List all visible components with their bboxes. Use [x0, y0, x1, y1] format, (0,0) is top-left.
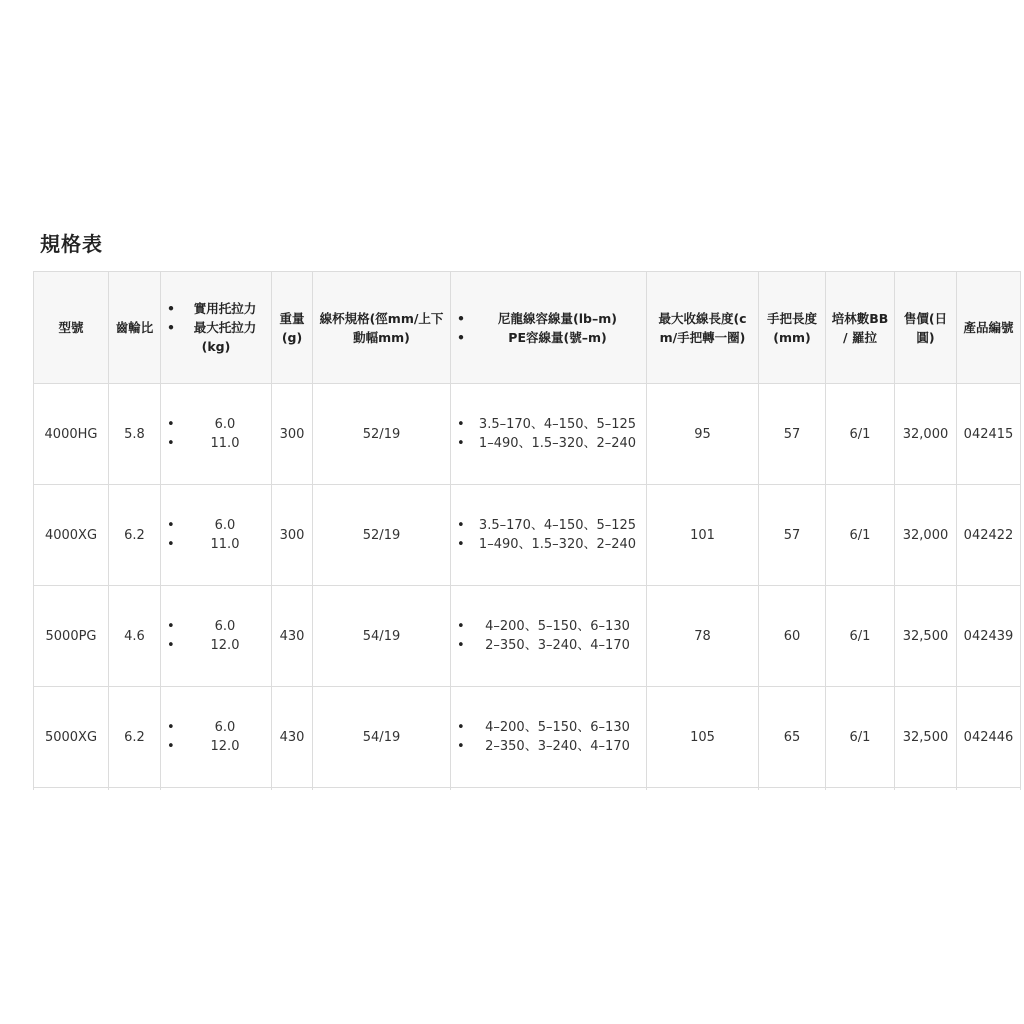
cell-model: 4000XG	[34, 485, 109, 586]
list-item: • 尼龍線容線量(lb–m)	[455, 309, 642, 328]
table-row	[34, 687, 1021, 788]
capacity-list	[455, 617, 642, 655]
cell-model: 4000HG	[34, 384, 109, 485]
cell-max-retrieve: 78	[647, 586, 759, 687]
header-capacity-list	[455, 309, 642, 347]
spec-table	[33, 271, 1021, 790]
cell-spool: 54/19	[313, 586, 451, 687]
cell-model: 5000PG	[34, 586, 109, 687]
drag-list	[165, 516, 267, 554]
header-gear-ratio: 齒輪比	[109, 272, 161, 384]
cell-price: 32,500	[895, 687, 957, 788]
cell-weight: 300	[272, 384, 313, 485]
header-drag	[161, 272, 272, 384]
table-header	[34, 272, 1021, 384]
cell-bearings: 6/1	[826, 485, 895, 586]
capacity-list	[455, 415, 642, 453]
cell-capacity	[451, 485, 647, 586]
cell-capacity	[451, 586, 647, 687]
cell-gear-ratio: 6.2	[109, 485, 161, 586]
cell-spool: 52/19	[313, 384, 451, 485]
list-item: • 1–490、1.5–320、2–240	[455, 535, 642, 554]
cell-drag	[161, 485, 272, 586]
header-model: 型號	[34, 272, 109, 384]
cell-gear-ratio: 6.2	[109, 687, 161, 788]
cell-product-code: 042446	[957, 687, 1021, 788]
header-drag-unit: (kg)	[201, 339, 231, 354]
list-item: • 6.0	[165, 415, 267, 434]
header-bearings: 培林數BB / 羅拉	[826, 272, 895, 384]
cell-price: 32,500	[895, 586, 957, 687]
list-item: • 11.0	[165, 535, 267, 554]
cell-spool: 52/19	[313, 485, 451, 586]
list-item: • 6.0	[165, 516, 267, 535]
cell-max-retrieve: 105	[647, 687, 759, 788]
cell-handle: 57	[759, 485, 826, 586]
list-item: • 1–490、1.5–320、2–240	[455, 434, 642, 453]
header-spool: 線杯規格(徑mm/上下動幅mm)	[313, 272, 451, 384]
table-row	[34, 384, 1021, 485]
drag-list	[165, 617, 267, 655]
cell-price: 32,000	[895, 485, 957, 586]
cell-weight: 430	[272, 687, 313, 788]
table-row	[34, 485, 1021, 586]
cell-gear-ratio: 4.6	[109, 586, 161, 687]
header-price: 售價(日圓)	[895, 272, 957, 384]
cell-weight: 430	[272, 586, 313, 687]
cell-weight: 300	[272, 485, 313, 586]
cell-handle: 57	[759, 384, 826, 485]
cell-product-code: 042422	[957, 485, 1021, 586]
capacity-list	[455, 516, 642, 554]
cell-handle: 60	[759, 586, 826, 687]
cell-bearings: 6/1	[826, 586, 895, 687]
list-item: • 11.0	[165, 434, 267, 453]
list-item: • 6.0	[165, 617, 267, 636]
table-row-cutoff	[34, 788, 1021, 790]
cell-capacity	[451, 384, 647, 485]
list-item: • 3.5–170、4–150、5–125	[455, 415, 642, 434]
list-item: • 6.0	[165, 718, 267, 737]
cell-bearings: 6/1	[826, 687, 895, 788]
cell-product-code: 042415	[957, 384, 1021, 485]
list-item: • 2–350、3–240、4–170	[455, 636, 642, 655]
table-row	[34, 586, 1021, 687]
list-item: • 實用托拉力	[165, 299, 267, 318]
drag-list	[165, 718, 267, 756]
cell-drag	[161, 586, 272, 687]
cell-max-retrieve: 101	[647, 485, 759, 586]
header-product-code: 產品編號	[957, 272, 1021, 384]
header-drag-list	[165, 299, 267, 337]
list-item: • 最大托拉力	[165, 318, 267, 337]
cell-product-code: 042439	[957, 586, 1021, 687]
header-max-retrieve: 最大收線長度(cm/手把轉一圈)	[647, 272, 759, 384]
cell-capacity	[451, 687, 647, 788]
cell-max-retrieve: 95	[647, 384, 759, 485]
list-item: • PE容線量(號–m)	[455, 328, 642, 347]
list-item: • 2–350、3–240、4–170	[455, 737, 642, 756]
cell-price: 32,000	[895, 384, 957, 485]
page-title: 規格表	[40, 232, 103, 256]
header-capacity	[451, 272, 647, 384]
list-item: • 12.0	[165, 737, 267, 756]
cell-spool: 54/19	[313, 687, 451, 788]
list-item: • 4–200、5–150、6–130	[455, 617, 642, 636]
header-weight: 重量(g)	[272, 272, 313, 384]
capacity-list	[455, 718, 642, 756]
cell-bearings: 6/1	[826, 384, 895, 485]
cell-gear-ratio: 5.8	[109, 384, 161, 485]
list-item: • 3.5–170、4–150、5–125	[455, 516, 642, 535]
drag-list	[165, 415, 267, 453]
table-body	[34, 384, 1021, 790]
cell-handle: 65	[759, 687, 826, 788]
cell-drag	[161, 687, 272, 788]
list-item: • 12.0	[165, 636, 267, 655]
list-item: • 4–200、5–150、6–130	[455, 718, 642, 737]
cell-drag	[161, 384, 272, 485]
cell-model: 5000XG	[34, 687, 109, 788]
header-handle: 手把長度(mm)	[759, 272, 826, 384]
